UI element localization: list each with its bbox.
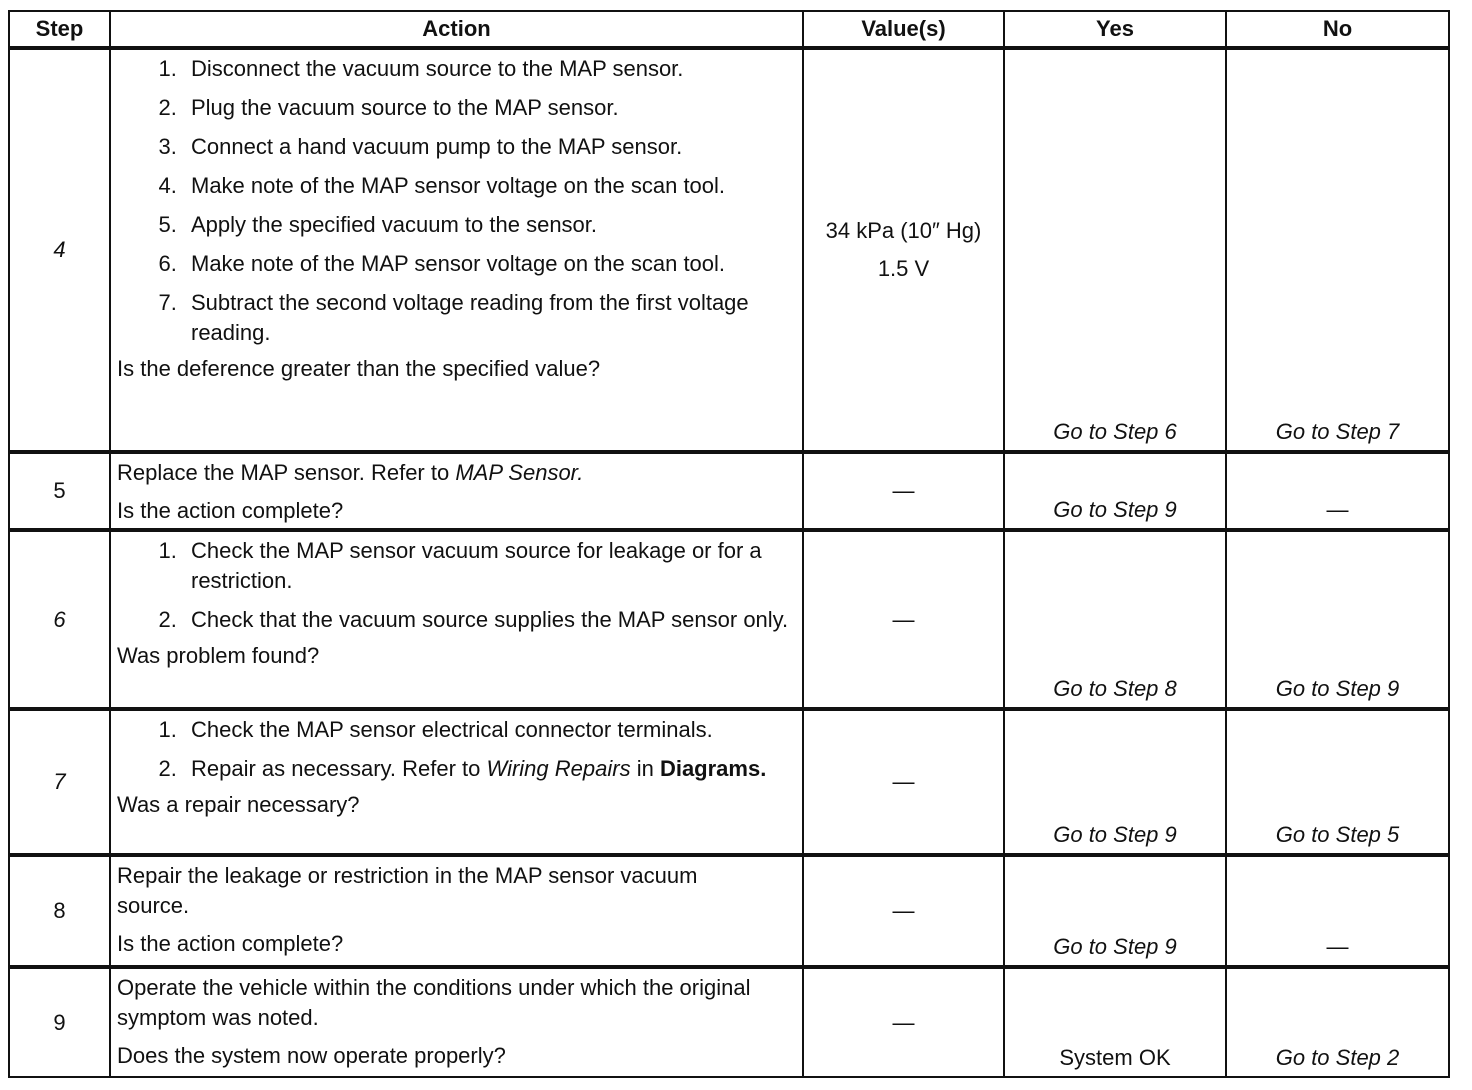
step-number: 8 bbox=[9, 855, 110, 967]
action-question: Does the system now operate properly? bbox=[117, 1043, 506, 1068]
step-number: 6 bbox=[9, 530, 110, 709]
action-step: 2. Repair as necessary. Refer to Wiring Repairs in Diagrams. bbox=[183, 754, 794, 784]
action-step: 6. Make note of the MAP sensor voltage on the scan tool. bbox=[183, 249, 794, 279]
no-result: Go to Step 5 bbox=[1226, 709, 1449, 855]
action-cell bbox=[110, 967, 803, 1077]
header-action: Action bbox=[110, 11, 803, 48]
action-step: 2. Check that the vacuum source supplies the MAP sensor only. bbox=[183, 605, 794, 635]
action-step: 4. Make note of the MAP sensor voltage on the scan tool. bbox=[183, 171, 794, 201]
action-steps-list bbox=[117, 54, 794, 348]
action-text: Operate the vehicle within the conditions under which the original symptom was noted. bbox=[117, 975, 751, 1030]
action-step: 1. Disconnect the vacuum source to the MAP sensor. bbox=[183, 54, 794, 84]
action-cell bbox=[110, 48, 803, 452]
action-cell bbox=[110, 709, 803, 855]
action-question: Is the deference greater than the specified value? bbox=[117, 356, 601, 381]
reference-section: Diagrams. bbox=[659, 756, 767, 781]
no-result: Go to Step 9 bbox=[1226, 530, 1449, 709]
table-row-step-9 bbox=[9, 967, 1449, 1077]
header-no: No bbox=[1226, 11, 1449, 48]
value-cell: — bbox=[803, 530, 1004, 709]
action-step: 7. Subtract the second voltage reading from the first voltage reading. bbox=[183, 288, 794, 348]
action-step: 2. Plug the vacuum source to the MAP sensor. bbox=[183, 93, 794, 123]
table-row-step-5 bbox=[9, 452, 1449, 530]
header-values: Value(s) bbox=[803, 11, 1004, 48]
action-step: 1. Check the MAP sensor vacuum source for leakage or for a restriction. bbox=[183, 536, 794, 596]
table-row-step-8 bbox=[9, 855, 1449, 967]
action-step: 3. Connect a hand vacuum pump to the MAP sensor. bbox=[183, 132, 794, 162]
action-steps-list bbox=[117, 715, 794, 784]
no-result: — bbox=[1226, 452, 1449, 530]
diagnostic-table bbox=[8, 10, 1450, 1078]
header-step: Step bbox=[9, 11, 110, 48]
reference-link: Wiring Repairs bbox=[486, 756, 631, 781]
step-number: 9 bbox=[9, 967, 110, 1077]
value-cell: — bbox=[803, 709, 1004, 855]
table-header-row bbox=[9, 11, 1449, 48]
no-result: Go to Step 7 bbox=[1226, 48, 1449, 452]
action-question: Was a repair necessary? bbox=[117, 792, 360, 817]
table-row-step-7 bbox=[9, 709, 1449, 855]
yes-result: System OK bbox=[1004, 967, 1226, 1077]
action-question: Is the action complete? bbox=[117, 931, 344, 956]
step-number: 7 bbox=[9, 709, 110, 855]
yes-result: Go to Step 9 bbox=[1004, 452, 1226, 530]
value-cell: — bbox=[803, 452, 1004, 530]
no-result: Go to Step 2 bbox=[1226, 967, 1449, 1077]
action-cell bbox=[110, 452, 803, 530]
yes-result: Go to Step 8 bbox=[1004, 530, 1226, 709]
no-result: — bbox=[1226, 855, 1449, 967]
action-cell bbox=[110, 855, 803, 967]
table-row-step-4 bbox=[9, 48, 1449, 452]
action-steps-list bbox=[117, 536, 794, 635]
yes-result: Go to Step 6 bbox=[1004, 48, 1226, 452]
value-voltage: 1.5 V bbox=[877, 256, 930, 281]
yes-result: Go to Step 9 bbox=[1004, 709, 1226, 855]
action-step: 5. Apply the specified vacuum to the sensor. bbox=[183, 210, 794, 240]
reference-link: MAP Sensor. bbox=[455, 460, 584, 485]
table-row-step-6 bbox=[9, 530, 1449, 709]
yes-result: Go to Step 9 bbox=[1004, 855, 1226, 967]
value-pressure: 34 kPa (10″ Hg) bbox=[825, 218, 982, 243]
value-cell: — bbox=[803, 855, 1004, 967]
action-question: Was problem found? bbox=[117, 643, 320, 668]
value-cell: — bbox=[803, 967, 1004, 1077]
step-number: 4 bbox=[9, 48, 110, 452]
action-text: Replace the MAP sensor. Refer to MAP Sensor. bbox=[117, 460, 584, 485]
value-cell bbox=[803, 48, 1004, 452]
action-text: Repair the leakage or restriction in the MAP sensor vacuum source. bbox=[117, 863, 698, 918]
header-yes: Yes bbox=[1004, 11, 1226, 48]
step-number: 5 bbox=[9, 452, 110, 530]
action-question: Is the action complete? bbox=[117, 498, 344, 523]
action-step: 1. Check the MAP sensor electrical connector terminals. bbox=[183, 715, 794, 745]
action-cell bbox=[110, 530, 803, 709]
